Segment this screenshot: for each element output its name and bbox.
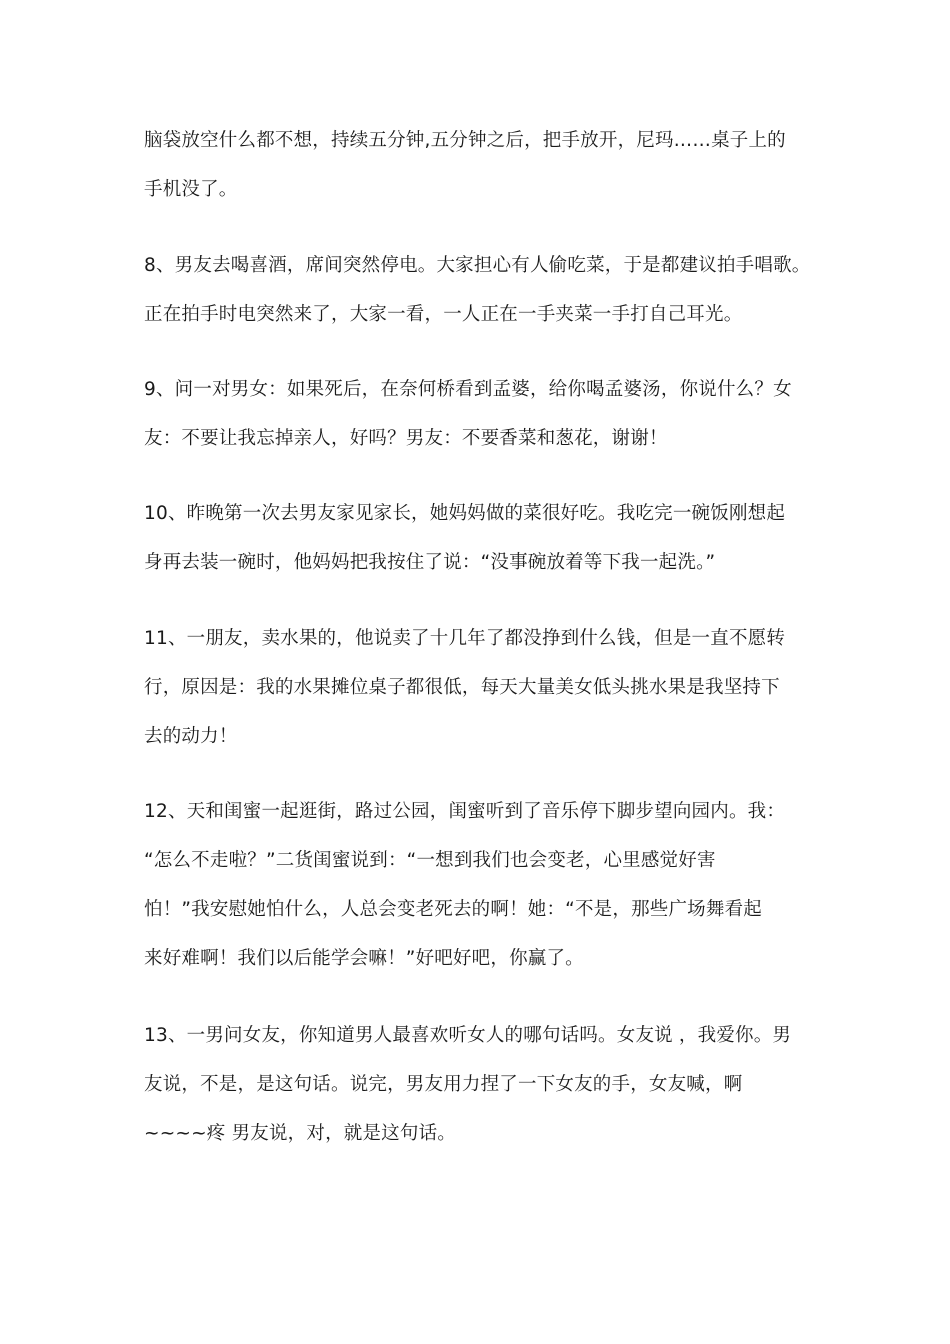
paragraph-10 bbox=[144, 489, 824, 587]
paragraph-13 bbox=[144, 1011, 824, 1158]
text-line: 脑袋放空什么都不想，持续五分钟,五分钟之后，把手放开，尼玛……桌子上的 bbox=[144, 130, 786, 151]
text-line: 怕！”我安慰她怕什么，人总会变老死去的啊！她：“不是，那些广场舞看起 bbox=[144, 899, 762, 920]
paragraph-8 bbox=[144, 241, 824, 339]
text-line: 来好难啊！我们以后能学会嘛！”好吧好吧，你赢了。 bbox=[144, 948, 584, 969]
text-line: 11、一朋友，卖水果的，他说卖了十几年了都没挣到什么钱，但是一直不愿转 bbox=[144, 628, 786, 649]
text-line: 手机没了。 bbox=[144, 179, 238, 200]
paragraph-12 bbox=[144, 787, 824, 983]
text-line: 9、问一对男女：如果死后，在奈何桥看到孟婆，给你喝孟婆汤，你说什么？女 bbox=[144, 379, 792, 400]
text-line: “怎么不走啦？”二货闺蜜说到：“一想到我们也会变老，心里感觉好害 bbox=[144, 850, 716, 871]
text-line: 8、男友去喝喜酒，席间突然停电。大家担心有人偷吃菜，于是都建议拍手唱歌。 bbox=[144, 255, 811, 276]
text-line: 13、一男问女友，你知道男人最喜欢听女人的哪句话吗。女友说 ，我爱你。男 bbox=[144, 1025, 792, 1046]
text-line: 身再去装一碗时，他妈妈把我按住了说：“没事碗放着等下我一起洗。” bbox=[144, 552, 716, 573]
text-line: 10、昨晚第一次去男友家见家长，她妈妈做的菜很好吃。我吃完一碗饭刚想起 bbox=[144, 503, 786, 524]
text-line: ~~~~疼 男友说，对，就是这句话。 bbox=[144, 1123, 456, 1144]
text-line: 正在拍手时电突然来了，大家一看，一人正在一手夹菜一手打自己耳光。 bbox=[144, 304, 743, 325]
paragraph-9 bbox=[144, 365, 824, 463]
text-line: 行，原因是：我的水果摊位桌子都很低，每天大量美女低头挑水果是我坚持下 bbox=[144, 677, 780, 698]
text-line: 友说，不是，是这句话。说完，男友用力捏了一下女友的手，女友喊，啊 bbox=[144, 1074, 743, 1095]
paragraph-11 bbox=[144, 614, 824, 761]
paragraph-7-tail bbox=[144, 116, 824, 214]
text-line: 12、天和闺蜜一起逛街，路过公园，闺蜜听到了音乐停下脚步望向园内。我： bbox=[144, 801, 786, 822]
text-line: 友：不要让我忘掉亲人，好吗？男友：不要香菜和葱花，谢谢！ bbox=[144, 428, 668, 449]
text-line: 去的动力！ bbox=[144, 726, 238, 747]
